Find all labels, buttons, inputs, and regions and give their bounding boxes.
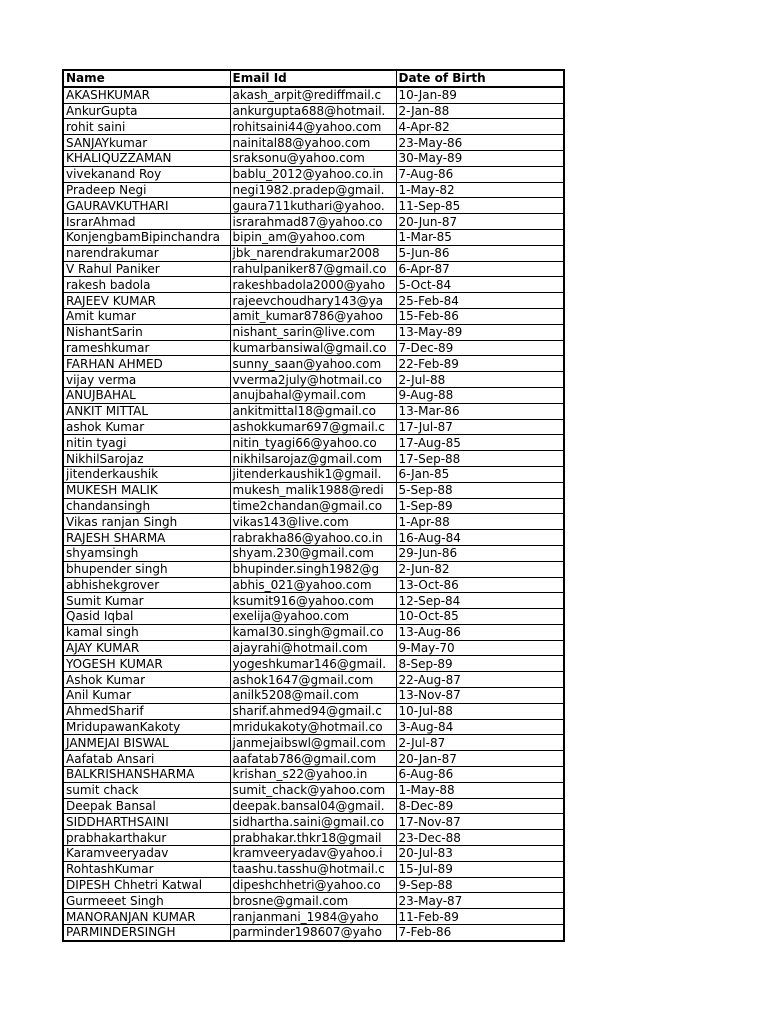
dob-cell[interactable]: 2-Jul-88 [396, 372, 564, 388]
name-cell[interactable]: Anil Kumar [63, 688, 230, 704]
table-row [63, 372, 564, 388]
table-row [63, 150, 564, 166]
dob-cell[interactable]: 8-Dec-89 [396, 798, 564, 814]
table-row [63, 308, 564, 324]
dob-cell[interactable]: 23-Dec-88 [396, 830, 564, 846]
header-row [63, 70, 564, 87]
table-row [63, 245, 564, 261]
table-row [63, 514, 564, 530]
email-cell[interactable]: taashu.tasshu@hotmail.c [230, 861, 396, 877]
name-cell[interactable]: SANJAYkumar [63, 135, 230, 151]
name-cell[interactable]: BALKRISHANSHARMA [63, 767, 230, 783]
dob-cell[interactable]: 2-Jun-82 [396, 561, 564, 577]
dob-cell[interactable]: 1-Apr-88 [396, 514, 564, 530]
email-cell[interactable]: bablu_2012@yahoo.co.in [230, 166, 396, 182]
dob-cell[interactable]: 6-Aug-86 [396, 767, 564, 783]
name-cell[interactable]: MANORANJAN KUMAR [63, 909, 230, 925]
email-cell[interactable]: israrahmad87@yahoo.co [230, 214, 396, 230]
email-cell[interactable]: sunny_saan@yahoo.com [230, 356, 396, 372]
dob-cell[interactable]: 22-Aug-87 [396, 672, 564, 688]
dob-cell[interactable]: 25-Feb-84 [396, 293, 564, 309]
name-cell[interactable]: V Rahul Paniker [63, 261, 230, 277]
dob-cell[interactable]: 1-May-88 [396, 782, 564, 798]
table-row [63, 261, 564, 277]
name-cell[interactable]: vivekanand Roy [63, 166, 230, 182]
dob-cell[interactable]: 23-May-87 [396, 893, 564, 909]
dob-cell[interactable]: 10-Jan-89 [396, 87, 564, 103]
table-row [63, 861, 564, 877]
table-row [63, 846, 564, 862]
email-cell[interactable]: jitenderkaushik1@gmail. [230, 466, 396, 482]
name-cell[interactable]: chandansingh [63, 498, 230, 514]
email-cell[interactable]: janmejaibswl@gmail.com [230, 735, 396, 751]
name-cell[interactable]: JANMEJAI BISWAL [63, 735, 230, 751]
dob-cell[interactable]: 13-May-89 [396, 324, 564, 340]
name-cell[interactable]: AKASHKUMAR [63, 87, 230, 103]
table-row [63, 577, 564, 593]
table-row [63, 719, 564, 735]
email-cell[interactable]: anilk5208@mail.com [230, 688, 396, 704]
name-cell[interactable]: RohtashKumar [63, 861, 230, 877]
email-cell[interactable]: nikhilsarojaz@gmail.com [230, 451, 396, 467]
name-cell[interactable]: rohit saini [63, 119, 230, 135]
name-cell[interactable]: nitin tyagi [63, 435, 230, 451]
name-cell[interactable]: AhmedSharif [63, 703, 230, 719]
table-row [63, 751, 564, 767]
email-cell[interactable]: nainital88@yahoo.com [230, 135, 396, 151]
table-row [63, 198, 564, 214]
dob-cell[interactable]: 10-Jul-88 [396, 703, 564, 719]
dob-cell[interactable]: 1-May-82 [396, 182, 564, 198]
name-cell[interactable]: abhishekgrover [63, 577, 230, 593]
email-cell[interactable]: gaura711kuthari@yahoo. [230, 198, 396, 214]
table-row [63, 624, 564, 640]
dob-cell[interactable]: 5-Jun-86 [396, 245, 564, 261]
table-row [63, 356, 564, 372]
name-cell[interactable]: RAJEEV KUMAR [63, 293, 230, 309]
dob-cell[interactable]: 3-Aug-84 [396, 719, 564, 735]
name-cell[interactable]: ashok Kumar [63, 419, 230, 435]
email-cell[interactable]: kamal30.singh@gmail.co [230, 624, 396, 640]
header-name[interactable]: Name [63, 70, 230, 87]
table-row [63, 561, 564, 577]
name-cell[interactable]: rakesh badola [63, 277, 230, 293]
email-cell[interactable]: exelija@yahoo.com [230, 609, 396, 625]
table-row [63, 340, 564, 356]
email-cell[interactable]: sraksonu@yahoo.com [230, 150, 396, 166]
dob-cell[interactable]: 13-Nov-87 [396, 688, 564, 704]
header-dob[interactable]: Date of Birth [396, 70, 564, 87]
dob-cell[interactable]: 13-Mar-86 [396, 403, 564, 419]
dob-cell[interactable]: 30-May-89 [396, 150, 564, 166]
table-row [63, 403, 564, 419]
dob-cell[interactable]: 9-Sep-88 [396, 877, 564, 893]
email-cell[interactable]: vverma2july@hotmail.co [230, 372, 396, 388]
table-row [63, 688, 564, 704]
name-cell[interactable]: NishantSarin [63, 324, 230, 340]
dob-cell[interactable]: 22-Feb-89 [396, 356, 564, 372]
email-cell[interactable]: ankitmittal18@gmail.co [230, 403, 396, 419]
table-row [63, 735, 564, 751]
name-cell[interactable]: Gurmeeet Singh [63, 893, 230, 909]
table-row [63, 640, 564, 656]
table-row [63, 103, 564, 119]
name-cell[interactable]: Pradeep Negi [63, 182, 230, 198]
email-cell[interactable]: deepak.bansal04@gmail. [230, 798, 396, 814]
header-email[interactable]: Email Id [230, 70, 396, 87]
dob-cell[interactable]: 20-Jun-87 [396, 214, 564, 230]
table-row [63, 656, 564, 672]
name-cell[interactable]: narendrakumar [63, 245, 230, 261]
email-cell[interactable]: mukesh_malik1988@redi [230, 482, 396, 498]
email-cell[interactable]: ashok1647@gmail.com [230, 672, 396, 688]
name-cell[interactable]: ANKIT MITTAL [63, 403, 230, 419]
dob-cell[interactable]: 12-Sep-84 [396, 593, 564, 609]
table-row [63, 877, 564, 893]
email-cell[interactable]: krishan_s22@yahoo.in [230, 767, 396, 783]
name-cell[interactable]: rameshkumar [63, 340, 230, 356]
table-row [63, 814, 564, 830]
dob-cell[interactable]: 4-Apr-82 [396, 119, 564, 135]
table-row [63, 182, 564, 198]
email-cell[interactable]: sidhartha.saini@gmail.co [230, 814, 396, 830]
name-cell[interactable]: RAJESH SHARMA [63, 530, 230, 546]
email-cell[interactable]: ranjanmani_1984@yaho [230, 909, 396, 925]
email-cell[interactable]: akash_arpit@rediffmail.c [230, 87, 396, 103]
email-cell[interactable]: nitin_tyagi66@yahoo.co [230, 435, 396, 451]
email-cell[interactable]: rohitsaini44@yahoo.com [230, 119, 396, 135]
email-cell[interactable]: brosne@gmail.com [230, 893, 396, 909]
name-cell[interactable]: Karamveeryadav [63, 846, 230, 862]
email-cell[interactable]: sumit_chack@yahoo.com [230, 782, 396, 798]
email-cell[interactable]: amit_kumar8786@yahoo [230, 308, 396, 324]
email-cell[interactable]: abhis_021@yahoo.com [230, 577, 396, 593]
name-cell[interactable]: SIDDHARTHSAINI [63, 814, 230, 830]
name-cell[interactable]: IsrarAhmad [63, 214, 230, 230]
contacts-table [62, 69, 565, 942]
table-row [63, 782, 564, 798]
name-cell[interactable]: jitenderkaushik [63, 466, 230, 482]
dob-cell[interactable]: 9-May-70 [396, 640, 564, 656]
table-row [63, 119, 564, 135]
dob-cell[interactable]: 20-Jul-83 [396, 846, 564, 862]
name-cell[interactable]: MUKESH MALIK [63, 482, 230, 498]
email-cell[interactable]: bipin_am@yahoo.com [230, 229, 396, 245]
dob-cell[interactable]: 5-Oct-84 [396, 277, 564, 293]
name-cell[interactable]: FARHAN AHMED [63, 356, 230, 372]
name-cell[interactable]: Qasid Iqbal [63, 609, 230, 625]
name-cell[interactable]: vijay verma [63, 372, 230, 388]
table-row [63, 293, 564, 309]
table-row [63, 387, 564, 403]
name-cell[interactable]: YOGESH KUMAR [63, 656, 230, 672]
dob-cell[interactable]: 5-Sep-88 [396, 482, 564, 498]
name-cell[interactable]: Deepak Bansal [63, 798, 230, 814]
table-row [63, 703, 564, 719]
name-cell[interactable]: Sumit Kumar [63, 593, 230, 609]
dob-cell[interactable]: 7-Dec-89 [396, 340, 564, 356]
dob-cell[interactable]: 13-Aug-86 [396, 624, 564, 640]
email-cell[interactable]: anujbahal@ymail.com [230, 387, 396, 403]
dob-cell[interactable]: 20-Jan-87 [396, 751, 564, 767]
email-cell[interactable]: ankurgupta688@hotmail. [230, 103, 396, 119]
dob-cell[interactable]: 13-Oct-86 [396, 577, 564, 593]
email-cell[interactable]: bhupinder.singh1982@g [230, 561, 396, 577]
email-cell[interactable]: rajeevchoudhary143@ya [230, 293, 396, 309]
email-cell[interactable]: aafatab786@gmail.com [230, 751, 396, 767]
dob-cell[interactable]: 8-Sep-89 [396, 656, 564, 672]
email-cell[interactable]: ashokkumar697@gmail.c [230, 419, 396, 435]
name-cell[interactable]: bhupender singh [63, 561, 230, 577]
dob-cell[interactable]: 17-Jul-87 [396, 419, 564, 435]
email-cell[interactable]: negi1982.pradep@gmail. [230, 182, 396, 198]
dob-cell[interactable]: 10-Oct-85 [396, 609, 564, 625]
dob-cell[interactable]: 29-Jun-86 [396, 545, 564, 561]
dob-cell[interactable]: 9-Aug-88 [396, 387, 564, 403]
email-cell[interactable]: mridukakoty@hotmail.co [230, 719, 396, 735]
email-cell[interactable]: parminder198607@yaho [230, 925, 396, 941]
name-cell[interactable]: Aafatab Ansari [63, 751, 230, 767]
table-row [63, 593, 564, 609]
table-row [63, 277, 564, 293]
dob-cell[interactable]: 23-May-86 [396, 135, 564, 151]
email-cell[interactable]: vikas143@live.com [230, 514, 396, 530]
email-cell[interactable]: kumarbansiwal@gmail.co [230, 340, 396, 356]
dob-cell[interactable]: 2-Jan-88 [396, 103, 564, 119]
email-cell[interactable]: shyam.230@gmail.com [230, 545, 396, 561]
dob-cell[interactable]: 7-Feb-86 [396, 925, 564, 941]
dob-cell[interactable]: 1-Sep-89 [396, 498, 564, 514]
name-cell[interactable]: prabhakarthakur [63, 830, 230, 846]
name-cell[interactable]: DIPESH Chhetri Katwal [63, 877, 230, 893]
name-cell[interactable]: KHALIQUZZAMAN [63, 150, 230, 166]
table-row [63, 830, 564, 846]
name-cell[interactable]: shyamsingh [63, 545, 230, 561]
table-row [63, 498, 564, 514]
table-row [63, 435, 564, 451]
name-cell[interactable]: AJAY KUMAR [63, 640, 230, 656]
table-row [63, 893, 564, 909]
dob-cell[interactable]: 7-Aug-86 [396, 166, 564, 182]
email-cell[interactable]: kramveeryadav@yahoo.i [230, 846, 396, 862]
table-row [63, 135, 564, 151]
name-cell[interactable]: Amit kumar [63, 308, 230, 324]
email-cell[interactable]: nishant_sarin@live.com [230, 324, 396, 340]
email-cell[interactable]: yogeshkumar146@gmail. [230, 656, 396, 672]
email-cell[interactable]: jbk_narendrakumar2008 [230, 245, 396, 261]
dob-cell[interactable]: 15-Feb-86 [396, 308, 564, 324]
email-cell[interactable]: rabrakha86@yahoo.co.in [230, 530, 396, 546]
table-row [63, 324, 564, 340]
name-cell[interactable]: Ashok Kumar [63, 672, 230, 688]
table-row [63, 214, 564, 230]
table-row [63, 925, 564, 941]
table-row [63, 229, 564, 245]
dob-cell[interactable]: 17-Nov-87 [396, 814, 564, 830]
email-cell[interactable]: ajayrahi@hotmail.com [230, 640, 396, 656]
table-row [63, 530, 564, 546]
table-row [63, 482, 564, 498]
dob-cell[interactable]: 2-Jul-87 [396, 735, 564, 751]
email-cell[interactable]: rakeshbadola2000@yaho [230, 277, 396, 293]
name-cell[interactable]: ANUJBAHAL [63, 387, 230, 403]
name-cell[interactable]: GAURAVKUTHARI [63, 198, 230, 214]
table-row [63, 451, 564, 467]
table-row [63, 545, 564, 561]
dob-cell[interactable]: 17-Aug-85 [396, 435, 564, 451]
name-cell[interactable]: KonjengbamBipinchandra [63, 229, 230, 245]
table-row [63, 609, 564, 625]
dob-cell[interactable]: 1-Mar-85 [396, 229, 564, 245]
dob-cell[interactable]: 11-Feb-89 [396, 909, 564, 925]
table-body [63, 87, 564, 941]
table-row [63, 672, 564, 688]
dob-cell[interactable]: 6-Jan-85 [396, 466, 564, 482]
name-cell[interactable]: MridupawanKakoty [63, 719, 230, 735]
email-cell[interactable]: ksumit916@yahoo.com [230, 593, 396, 609]
email-cell[interactable]: rahulpaniker87@gmail.co [230, 261, 396, 277]
table-row [63, 419, 564, 435]
name-cell[interactable]: sumit chack [63, 782, 230, 798]
table-row [63, 767, 564, 783]
dob-cell[interactable]: 15-Jul-89 [396, 861, 564, 877]
table-row [63, 909, 564, 925]
name-cell[interactable]: PARMINDERSINGH [63, 925, 230, 941]
table-row [63, 798, 564, 814]
email-cell[interactable]: dipeshchhetri@yahoo.co [230, 877, 396, 893]
dob-cell[interactable]: 11-Sep-85 [396, 198, 564, 214]
table-row [63, 87, 564, 103]
email-cell[interactable]: prabhakar.thkr18@gmail [230, 830, 396, 846]
dob-cell[interactable]: 6-Apr-87 [396, 261, 564, 277]
dob-cell[interactable]: 16-Aug-84 [396, 530, 564, 546]
name-cell[interactable]: kamal singh [63, 624, 230, 640]
name-cell[interactable]: NikhilSarojaz [63, 451, 230, 467]
dob-cell[interactable]: 17-Sep-88 [396, 451, 564, 467]
name-cell[interactable]: Vikas ranjan Singh [63, 514, 230, 530]
table-row [63, 466, 564, 482]
table-row [63, 166, 564, 182]
name-cell[interactable]: AnkurGupta [63, 103, 230, 119]
email-cell[interactable]: time2chandan@gmail.co [230, 498, 396, 514]
email-cell[interactable]: sharif.ahmed94@gmail.c [230, 703, 396, 719]
